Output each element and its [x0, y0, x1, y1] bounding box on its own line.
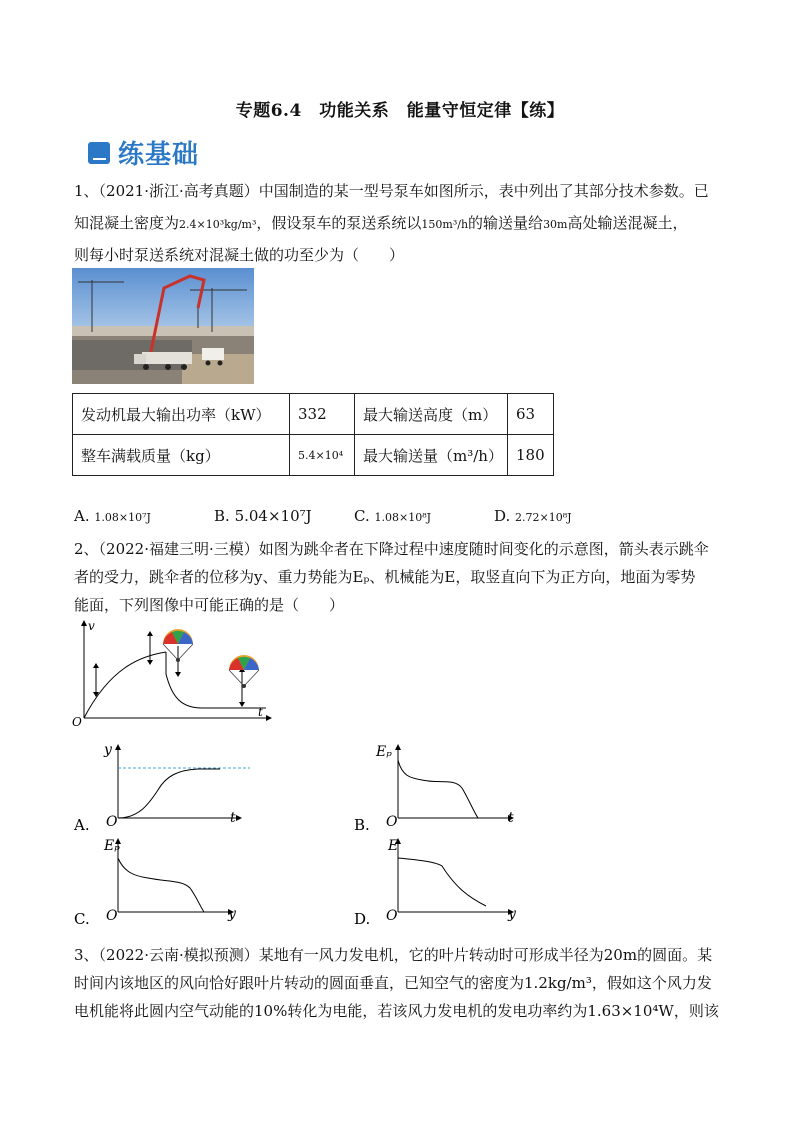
svg-text:O: O — [106, 814, 118, 830]
q1-line3: 则每小时泵送系统对混凝土做的功至少为（ ） — [74, 246, 405, 264]
svg-text:y: y — [508, 906, 516, 922]
option-c-graph[interactable] — [70, 836, 260, 928]
section-header — [88, 134, 199, 171]
svg-text:O: O — [386, 814, 398, 830]
table-cell: 最大输送高度（m） — [355, 394, 508, 435]
svg-text:y: y — [228, 906, 236, 922]
book-icon — [88, 142, 110, 164]
svg-text:O: O — [386, 908, 398, 924]
option-a-graph[interactable] — [70, 742, 260, 834]
page-title: 专题6.4 功能关系 能量守恒定律【练】 — [235, 101, 565, 121]
section-title: 练基础 — [118, 140, 200, 170]
table-cell: 最大输送量（m³/h） — [355, 435, 508, 476]
q1-line1: 1、（2021·浙江·高考真题）中国制造的某一型号泵车如图所示，表中列出了其部分技术参数。已 — [74, 182, 709, 200]
parachute-icon — [226, 654, 262, 690]
q2-line3: 能面，下列图像中可能正确的是（ ） — [74, 596, 345, 614]
svg-text:t: t — [230, 810, 236, 826]
origin-label: O — [72, 715, 82, 728]
q1-option-d[interactable]: D. 2.72×10⁸J — [494, 507, 572, 525]
option-d-graph[interactable] — [350, 836, 540, 928]
table-cell: 332 — [290, 394, 355, 435]
svg-text:Eₚ: Eₚ — [104, 838, 120, 854]
option-label: B. — [354, 816, 370, 834]
q1-line2: 知混凝土密度为2.4×10³kg/m³，假设泵车的泵送系统以150m³/h的输送量给30m高处输送混凝土， — [74, 214, 688, 232]
q3-line3: 电机能将此圆内空气动能的10%转化为电能，若该风力发电机的发电功率约为1.63×10⁴W，则该 — [74, 1002, 719, 1020]
table-row — [73, 394, 554, 435]
svg-text:t: t — [508, 810, 514, 826]
option-b-graph[interactable] — [350, 742, 540, 834]
table-row — [73, 435, 554, 476]
q3-line1: 3、（2022·云南·模拟预测）某地有一风力发电机，它的叶片转动时可形成半径为20m的圆面。某 — [74, 946, 713, 964]
option-label: C. — [74, 910, 90, 928]
table-cell: 5.4×10⁴ — [290, 435, 355, 476]
option-label: A. — [74, 816, 90, 834]
q1-option-c[interactable]: C. 1.08×10⁸J — [354, 507, 432, 525]
q1-option-a[interactable]: A. 1.08×10⁷J — [74, 507, 151, 525]
v-axis-label: v — [88, 619, 95, 633]
q2-line1: 2、（2022·福建三明·三模）如图为跳伞者在下降过程中速度随时间变化的示意图，箭头表示跳伞 — [74, 540, 709, 558]
q2-line2: 者的受力，跳伞者的位移为y、重力势能为Eₚ、机械能为E，取竖直向下为正方向，地面为零势 — [74, 568, 696, 586]
spec-table — [72, 393, 554, 476]
q3-line2: 时间内该地区的风向恰好跟叶片转动的圆面垂直，已知空气的密度为1.2kg/m³，假如这个风力发 — [74, 974, 712, 992]
q1-option-b[interactable]: B. 5.04×10⁷J — [214, 507, 312, 525]
table-cell: 整车满载质量（kg） — [73, 435, 290, 476]
table-cell: 180 — [508, 435, 554, 476]
svg-text:y: y — [104, 742, 112, 758]
svg-text:E: E — [388, 838, 399, 854]
parachute-icon — [160, 628, 196, 664]
svg-text:O: O — [106, 908, 118, 924]
table-cell: 63 — [508, 394, 554, 435]
table-cell: 发动机最大输出功率（kW） — [73, 394, 290, 435]
t-axis-label: t — [258, 705, 263, 719]
pump-truck-photo — [72, 268, 254, 384]
option-label: D. — [354, 910, 371, 928]
svg-text:Eₚ: Eₚ — [376, 744, 392, 760]
